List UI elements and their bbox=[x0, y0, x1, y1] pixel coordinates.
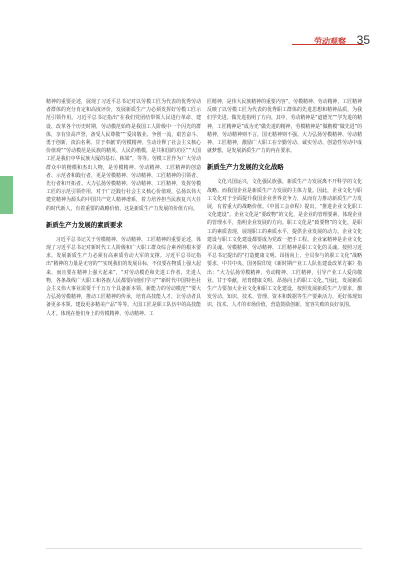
paragraph: 习近平总书记关于劳模精神、劳动精神、工匠精神的重要论述，体现了习近平总书记对新时代工人阶级和广大职工群众综合素养的根本要求。发展新质生产力必须有高素质劳动大军的支撑。习近平总书记指出“精神的力量是无穷的”“实现我们的发展目标，不仅要在物质上强大起来，而且要在精神上强大起来”，“对劳动模范和先进工作者、先进人物，各条战线广大职工和各族人民都要向他们学习”“新时代中国特色社会主义伟大事业需要千千万万个具备新本领、新能力的劳动模范”“要大力弘扬劳模精神，推动工匠精神的传承，培育高技能人才，让劳动者具备更多本领、建设更多精美产品”等等。大国工匠是职工队伍中的高技能人才。体现在他们身上的劳模精神、劳动精神、工 bbox=[46, 236, 201, 317]
section-title: 劳动观察 bbox=[314, 37, 346, 46]
paragraph: 文化兴国运兴，文化强民族强。新质生产力发展离不开科学的文化战略。而我国企业是新质生产力发展的主体力量。因此，企业文化与职工文化对于全面提升我国企业世界竞争力，从而有力推动新质生产力发展，有着重大的战略价值。《中国工会章程》提出，“推进企业文化职工文化建设”。企业文化是“要政物”的文化，是企业的管理要素，体现企业的管理水平，指明企业发展的方向。职工文化是“致要物”的文化，是职工的素质表现，展现职工的素质水平，提供企业发展的动力。企业文化建设与职工文化建设都要成为党政一把手工程。企业家精神是企业文化的灵魂。劳模精神、劳动精神、工匠精神是职工文化的灵魂。按照习近平总书记提出的“打造健康文明、昂扬向上，全员参与的职工文化”战略要求，中共中央、国务院印发《新时期产业工人队伍建设改革方案》指出：“大力弘扬劳模精神、劳动精神、工匠精神，引导产业工人爱岗敬业、甘于奉献，培育健康文明、昂扬向上的职工文化。”因此，发展新质生产力要加大企业文化和职工文化建设，按照发展新质生产力要求，激发劳动、知识、技术、管理、资本和数据等生产要素活力，更好体现知识、技术、人才的市场价值，营造鼓励创新、宽容失败的良好氛围。 bbox=[207, 179, 362, 309]
section-heading: 新质生产力发展的素质要求 bbox=[46, 220, 123, 229]
side-color-tab bbox=[0, 176, 13, 214]
section-heading: 新质生产力发展的文化战略 bbox=[207, 163, 284, 172]
bottom-rule bbox=[46, 548, 362, 549]
paragraph: 精神的重要论述，展现了习近平总书记对以劳模工匠为代表的优秀劳动者群体的充分肯定和高度评价，发展新质生产力必须发挥好劳模工匠示范引领作用。习近平总书记指出“在我们党团结带领人民进行革命、建设、改革各个历史时期，劳动模范始终是我国工人阶级中一个闪光的群体，享有崇高声誉，备受人民尊敬”“‘爱岗敬业、争创一流，艰苦奋斗、勇于创新，淡泊名利、甘于奉献’的劳模精神，生动诠释了社会主义核心价值观”“劳动模范是民族的精英、人民的楷模，是共和国的功臣”“大国工匠是我们中华民族大厦的基石、栋梁”，等等。劳模工匠作为广大劳动群众中的楷模和杰出人物，是劳模精神、劳动精神、工匠精神的创造者、示范者和践行者，更是劳模精神、劳动精神、工匠精神的引领者、先行者和开拓者。大力弘扬劳模精神、劳动精神、工匠精神，发挥劳模工匠的示范引领作用，对于广泛践行社会主义核心价值观，弘扬以伟大建党精神为源头的中国共产党人精神谱系，着力培养担当民族复兴大任的时代新人，有着重要的战略价值，这是新质生产力发展的价值方向。 bbox=[46, 99, 201, 212]
page-number: 35 bbox=[356, 33, 370, 47]
paragraph: 匠精神，是伟大民族精神的重要内容”。劳模精神、劳动精神、工匠精神反映了以劳模工匠为代表的优秀职工群体的先进思想和精神品质，为我们学先进、做先进指明了方向。其中，劳动精神是“道德光”“学先进的精神，工匠精神是”成为光“做先进的精神，劳模精神是”做楷模“做先进”的精神，劳动精神则不言，国无精神则不强。大力弘扬劳模精神、劳动精神、工匠精神，激励广大职工在辛勤劳动、诚实劳动、创造性劳动中成就梦想，是发展新质生产力的内在要求。 bbox=[207, 99, 362, 155]
right-column bbox=[207, 98, 362, 310]
left-column bbox=[46, 98, 201, 318]
